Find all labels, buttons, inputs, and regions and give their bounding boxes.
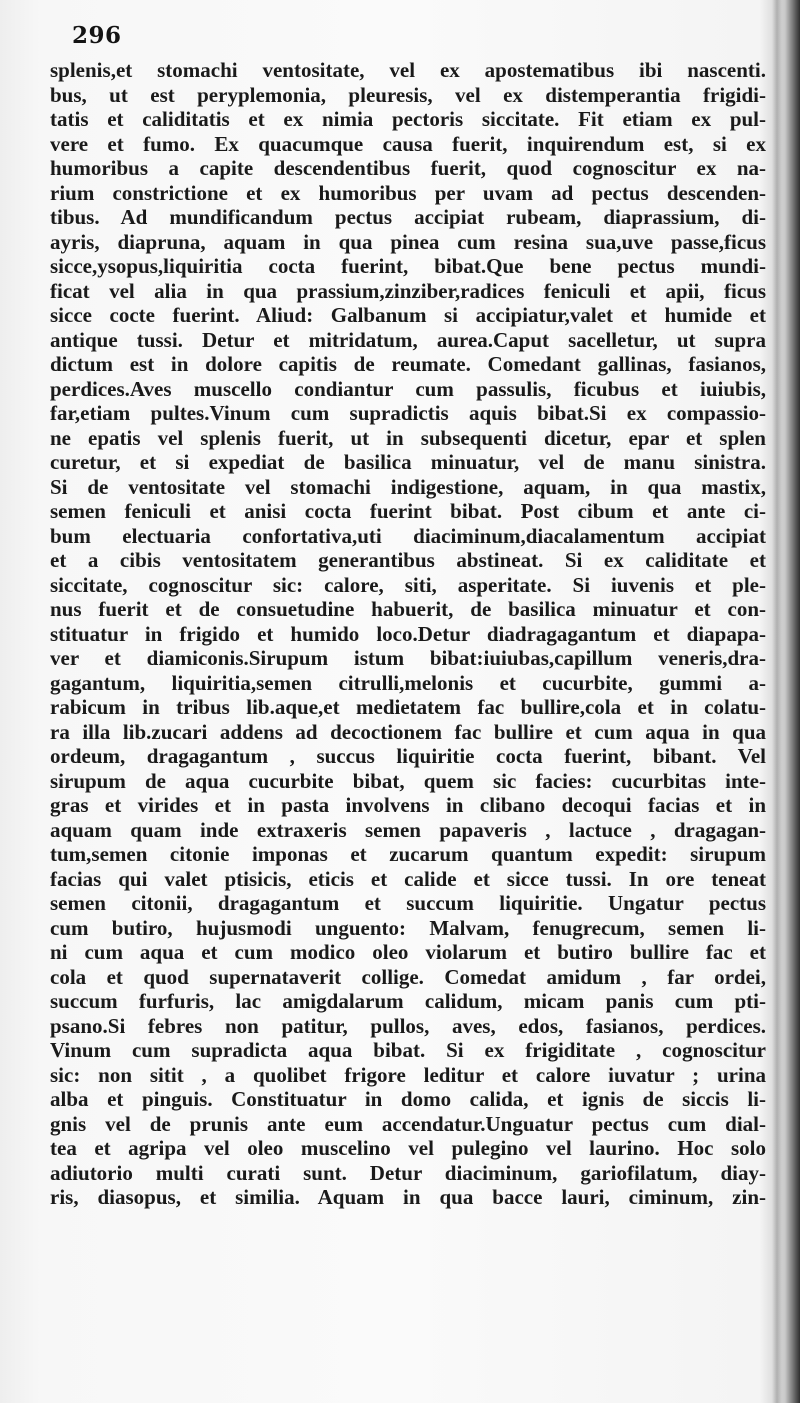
- text-line: ficat vel alia in qua prassium,zinziber,radices feniculi et apii, ficus: [50, 278, 766, 303]
- text-line: far,etiam pultes.Vinum cum supradictis aquis bibat.Si ex compassio-: [50, 401, 766, 425]
- text-line: alba et pinguis. Constituatur in domo calida, et ignis de siccis li-: [50, 1087, 766, 1111]
- text-line: rabicum in tribus lib.aque,et medietatem fac bullire,cola et in colatu-: [50, 695, 766, 719]
- text-line: sirupum de aqua cucurbite bibat, quem sic facies: cucurbitas inte-: [50, 768, 766, 793]
- text-line: cum butiro, hujusmodi unguento: Malvam, fenugrecum, semen li-: [50, 915, 766, 940]
- text-line: Vinum cum supradicta aqua bibat. Si ex frigiditate , cognoscitur: [50, 1038, 766, 1062]
- text-line: ra illa lib.zucari addens ad decoctionem fac bullire et cum aqua in qua: [50, 719, 766, 744]
- text-line: ver et diamiconis.Sirupum istum bibat:iuiubas,capillum veneris,dra-: [50, 646, 766, 670]
- text-line: siccitate, cognoscitur sic: calore, siti, asperitate. Si iuvenis et ple-: [50, 572, 766, 597]
- text-line: nus fuerit et de consuetudine habuerit, de basilica minuatur et con-: [50, 597, 766, 621]
- text-line: semen citonii, dragagantum et succum liquiritie. Ungatur pectus: [50, 891, 766, 915]
- text-line: psano.Si febres non patitur, pullos, aves, edos, fasianos, perdices.: [50, 1013, 766, 1038]
- text-line: bum electuaria confortativa,uti diaciminum,diacalamentum accipiat: [50, 523, 766, 548]
- text-line: splenis,et stomachi ventositate, vel ex apostematibus ibi nascenti.: [50, 58, 766, 82]
- text-line: ris, diasopus, et similia. Aquam in qua bacce lauri, ciminum, zin-: [50, 1185, 766, 1209]
- text-line: rium constrictione et ex humoribus per uvam ad pectus descenden-: [50, 180, 766, 205]
- text-line: vere et fumo. Ex quacumque causa fuerit, inquirendum est, si ex: [50, 131, 766, 156]
- text-line: facias qui valet ptisicis, eticis et calide et sicce tussi. In ore teneat: [50, 866, 766, 891]
- text-line: ne epatis vel splenis fuerit, ut in subsequenti dicetur, epar et splen: [50, 425, 766, 450]
- text-line: tatis et caliditatis et ex nimia pectoris siccitate. Fit etiam ex pul-: [50, 107, 766, 131]
- text-line: Si de ventositate vel stomachi indigestione, aquam, in qua mastix,: [50, 474, 766, 499]
- text-line: humoribus a capite descendentibus fuerit, quod cognoscitur ex na-: [50, 156, 766, 180]
- text-line: tea et agripa vel oleo muscelino vel pulegino vel laurino. Hoc solo: [50, 1136, 766, 1160]
- page-number: 296: [72, 22, 122, 49]
- text-line: ni cum aqua et cum modico oleo violarum et butiro bullire fac et: [50, 940, 766, 964]
- text-line: adiutorio multi curati sunt. Detur diaciminum, gariofilatum, diay-: [50, 1160, 766, 1185]
- page-spine-shadow: [772, 0, 782, 1403]
- text-line: semen feniculi et anisi cocta fuerint bibat. Post cibum et ante ci-: [50, 499, 766, 523]
- text-line: cola et quod supernataverit collige. Comedat amidum , far ordei,: [50, 964, 766, 989]
- text-line: gras et virides et in pasta involvens in clibano decoqui facias et in: [50, 793, 766, 817]
- body-text: [50, 58, 766, 1210]
- text-line: gnis vel de prunis ante eum accendatur.Unguatur pectus cum dial-: [50, 1111, 766, 1136]
- text-line: gagantum, liquiritia,semen citrulli,melonis et cucurbite, gummi a-: [50, 670, 766, 695]
- text-line: sicce,ysopus,liquiritia cocta fuerint, bibat.Que bene pectus mundi-: [50, 254, 766, 278]
- text-line: tibus. Ad mundificandum pectus accipiat rubeam, diaprassium, di-: [50, 205, 766, 229]
- text-line: ordeum, dragagantum , succus liquiritie cocta fuerint, bibant. Vel: [50, 744, 766, 768]
- text-line: curetur, et si expediat de basilica minuatur, vel de manu sinistra.: [50, 450, 766, 474]
- text-line: sicce cocte fuerint. Aliud: Galbanum si accipiatur,valet et humide et: [50, 303, 766, 327]
- text-line: antique tussi. Detur et mitridatum, aurea.Caput sacelletur, ut supra: [50, 327, 766, 352]
- text-line: sic: non sitit , a quolibet frigore leditur et calore iuvatur ; urina: [50, 1062, 766, 1087]
- text-line: bus, ut est peryplemonia, pleuresis, vel ex distemperantia frigidi-: [50, 82, 766, 107]
- text-line: ayris, diapruna, aquam in qua pinea cum resina sua,uve passe,ficus: [50, 229, 766, 254]
- text-line: stituatur in frigido et humido loco.Detur diadragagantum et diapapa-: [50, 621, 766, 646]
- text-line: tum,semen citonie imponas et zucarum quantum expedit: sirupum: [50, 842, 766, 866]
- text-line: aquam quam inde extraxeris semen papaveris , lactuce , dragagan-: [50, 817, 766, 842]
- text-line: perdices.Aves muscello condiantur cum passulis, ficubus et iuiubis,: [50, 376, 766, 401]
- text-line: succum furfuris, lac amigdalarum calidum, micam panis cum pti-: [50, 989, 766, 1013]
- text-line: dictum est in dolore capitis de reumate. Comedant gallinas, fasianos,: [50, 352, 766, 376]
- text-line: et a cibis ventositatem generantibus abstineat. Si ex caliditate et: [50, 548, 766, 572]
